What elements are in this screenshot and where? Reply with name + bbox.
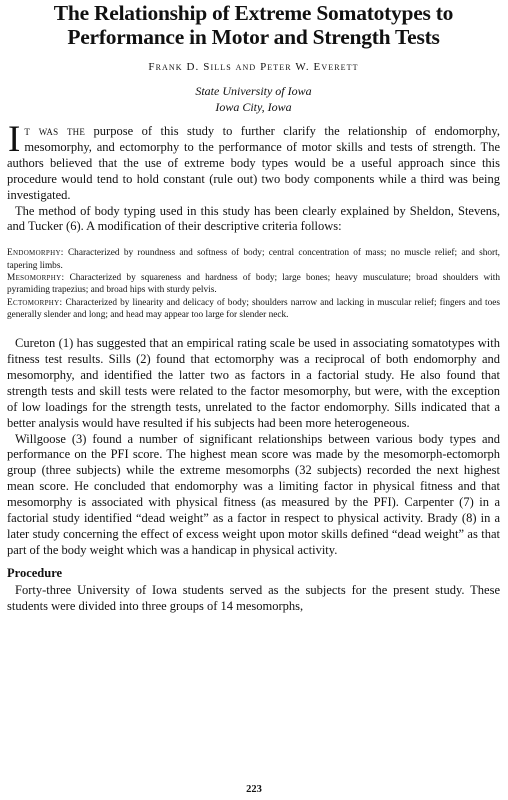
section-heading-procedure: Procedure xyxy=(7,565,63,580)
affiliation-institution: State University of Iowa xyxy=(195,84,312,98)
affiliation-city: Iowa City, Iowa xyxy=(215,100,292,114)
lead-in-caps: t was the xyxy=(24,124,86,138)
affiliation xyxy=(7,83,500,115)
definitions-block xyxy=(7,247,500,321)
intro-text: purpose of this study to further clarify the relationship of endomorphy, mesomorphy, and ectomorphy to the performance of motor skills and tests of strength. The authors believed that the use of extreme body types would be a useful approach since this procedure would tend to hold constant (rule out) two body components while a third was being investigated. xyxy=(7,124,500,202)
definition-endomorphy xyxy=(7,247,500,272)
procedure-paragraph: Forty-three University of Iowa students served as the subjects for the present study. These students were divided into three groups of 14 mesomorphs, xyxy=(7,582,500,613)
cureton-paragraph: Cureton (1) has suggested that an empirical rating scale be used in associating somatotypes with fitness test results. Sills (2) found that ectomorphy was a reciprocal of both endomorphy and mesomorphy, and identified the latter two as factors in a factorial study. He also found that strength tests and skill tests were related to the factor mesomorphy, but were, with the exception of low loadings for the strength tests, unrelated to the factor endomorphy. Sills indicated that a better analysis would have resulted if his subjects had been more heterogeneous. xyxy=(7,336,500,430)
term-endomorphy: Endomorphy: xyxy=(7,248,64,259)
term-mesomorphy: Mesomorphy: xyxy=(7,272,65,283)
intro-paragraph xyxy=(7,119,500,204)
willgoose-paragraph: Willgoose (3) found a number of significant relationships between various body types and performance on the PFI score. The highest mean score was made by the mesomorph-ectomorph group (three subjects) while the extreme mesomorphs (32 subjects) recorded the next highest mean score. He concluded that endomorphy was a limiting factor in physical fitness and that mesomorphy is associated with physical fitness (as measured by the PFI). Carpenter (7) in a factorial study identified “dead weight” as a factor in respect to physical activity. Brady (8) in a later study concerning the effect of excess weight upon motor skills defined “dead weight” as that part of the body weight which was a handicap in physical activity. xyxy=(7,431,500,557)
definition-endomorphy-text: Characterized by roundness and softness of body; central concentration of mass; no muscle relief; and short, tapering limbs. xyxy=(7,248,500,271)
author-line: Frank D. Sills and Peter W. Everett xyxy=(148,61,359,73)
definition-ectomorphy xyxy=(7,297,500,322)
article-title: The Relationship of Extreme Somatotypes to Performance in Motor and Strength Tests xyxy=(53,1,454,49)
page-number: 223 xyxy=(246,784,262,795)
method-paragraph: The method of body typing used in this study has been clearly explained by Sheldon, Stevens, and Tucker (6). A modification of their descriptive criteria follows: xyxy=(7,203,500,234)
term-ectomorphy: Ectomorphy: xyxy=(7,297,63,308)
definition-ectomorphy-text: Characterized by linearity and delicacy of body; shoulders narrow and lacking in muscular relief; fingers and toes generally slender and long; and head may appear too large for slender neck. xyxy=(7,297,500,320)
drop-cap: I xyxy=(8,119,21,160)
definition-mesomorphy xyxy=(7,272,500,297)
definition-mesomorphy-text: Characterized by squareness and hardness of body; large bones; heavy musculature; broad shoulders with pyramiding trapezius; and broad hips with sturdy pelvis. xyxy=(7,272,500,296)
